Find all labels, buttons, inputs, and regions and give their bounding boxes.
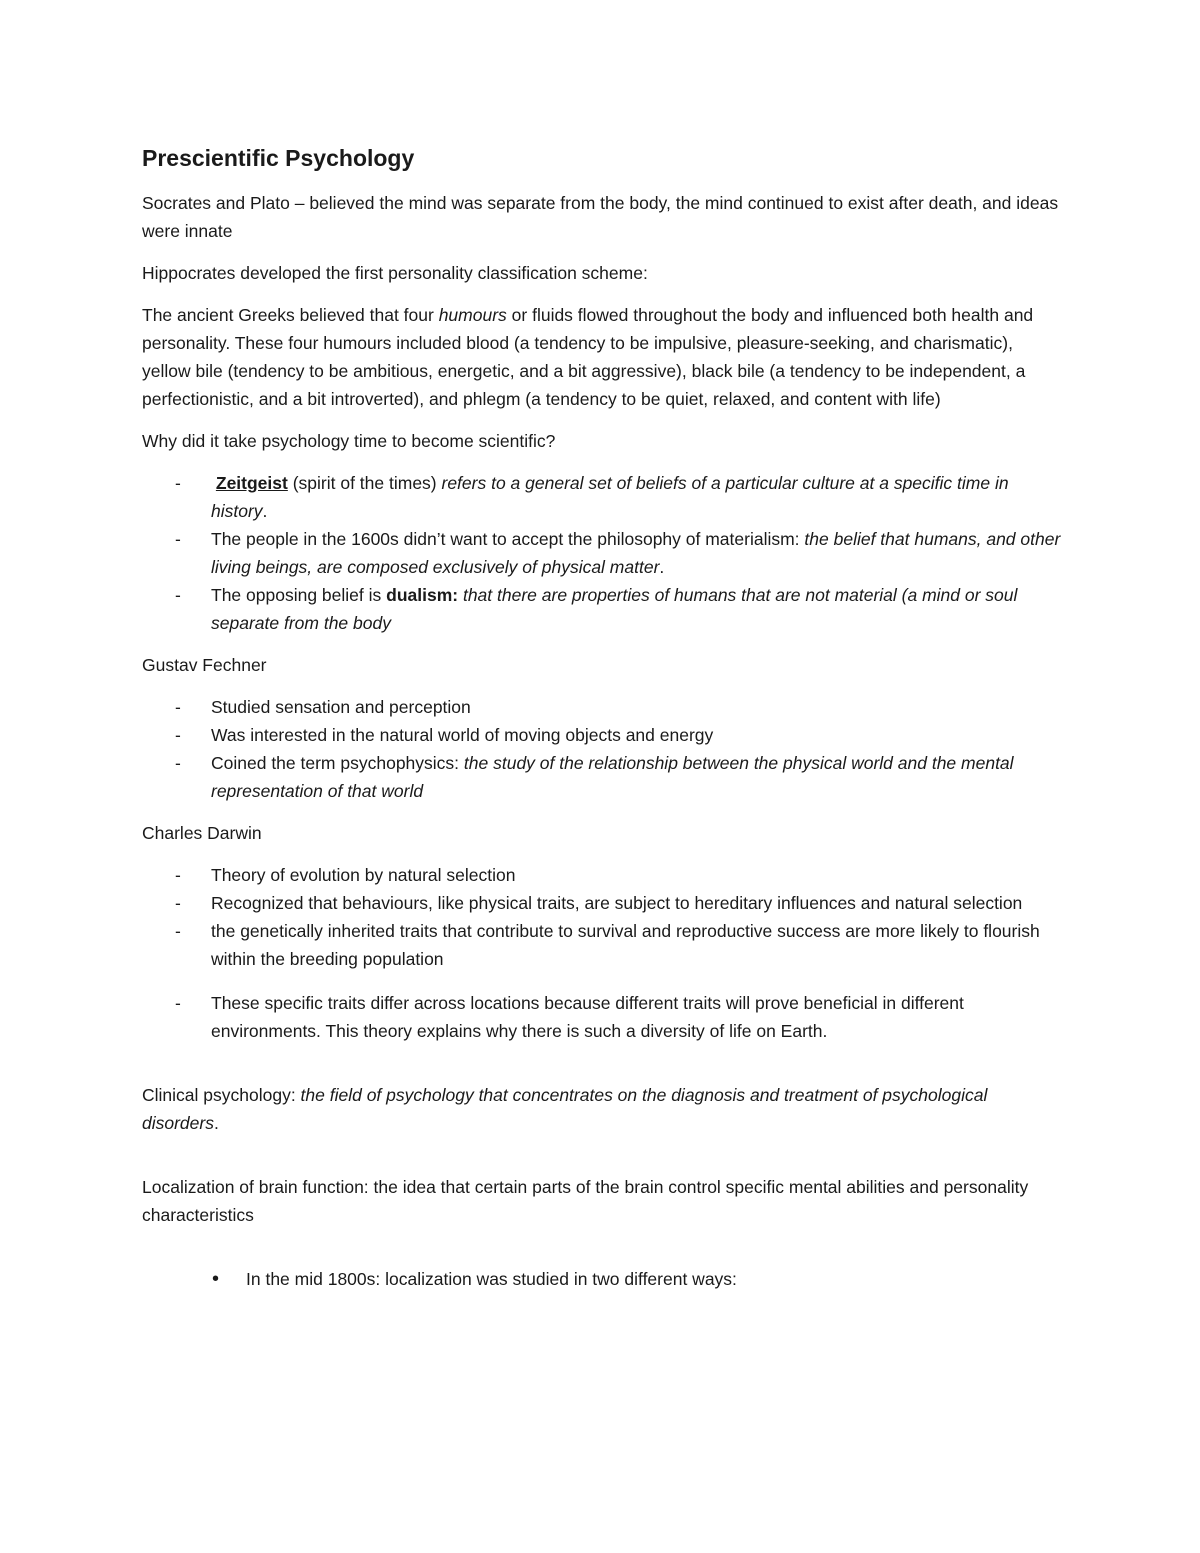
materialism-end: .	[659, 557, 665, 577]
psychophysics-plain: Coined the term psychophysics:	[211, 753, 464, 773]
fechner-list	[142, 693, 1062, 805]
humours-text-start: The ancient Greeks believed that four	[142, 305, 439, 325]
humours-term: humours	[438, 305, 507, 325]
zeitgeist-plain: (spirit of the times)	[287, 473, 442, 493]
localization-paragraph: Localization of brain function: the idea that certain parts of the brain control specific mental abilities and personality characteristics	[142, 1177, 1029, 1225]
why-question: Why did it take psychology time to become scientific?	[142, 431, 556, 451]
list-item: - Theory of evolution by natural selection	[142, 861, 1062, 889]
clinical-end: .	[213, 1113, 219, 1133]
humours-text-end: or fluids flowed throughout the body and influenced both health and personality. These four humours included blood (a tendency to be impulsive, pleasure-seeking, and charismatic), yellow bile (tendency to be ambitious, energetic, and a bit aggressive), black bile (a tendency to be independent, a perfectionistic, and a bit introverted), and phlegm (a tendency to be quiet, relaxed, and content with life)	[142, 305, 1034, 409]
list-item-materialism	[142, 525, 1062, 581]
psychophysics-definition: the study of the relationship between the physical world and the mental representation of that world	[211, 753, 1014, 801]
document-body	[142, 141, 1062, 1293]
dualism-term: dualism:	[386, 585, 459, 605]
materialism-plain: The people in the 1600s didn’t want to accept the philosophy of materialism:	[211, 529, 805, 549]
list-item-dualism	[142, 581, 1062, 637]
socrates-paragraph: Socrates and Plato – believed the mind was separate from the body, the mind continued to exist after death, and ideas were innate	[142, 193, 1059, 241]
list-item-zeitgeist	[142, 469, 1062, 525]
list-item: - Was interested in the natural world of moving objects and energy	[142, 721, 1062, 749]
materialism-definition: the belief that humans, and other living beings, are composed exclusively of physical matter	[211, 529, 1061, 577]
darwin-heading: Charles Darwin	[142, 823, 262, 843]
clinical-definition: the field of psychology that concentrates on the diagnosis and treatment of psychological disorders	[142, 1085, 988, 1133]
list-item: - the genetically inherited traits that contribute to survival and reproductive success are more likely to flourish within the breeding population	[142, 917, 1062, 973]
humours-paragraph	[142, 301, 1062, 413]
clinical-plain: Clinical psychology:	[142, 1085, 301, 1105]
list-item-psychophysics	[142, 749, 1062, 805]
dualism-plain: The opposing belief is	[211, 585, 387, 605]
why-list	[142, 469, 1062, 637]
darwin-list	[142, 861, 1062, 1045]
list-item: • In the mid 1800s: localization was studied in two different ways:	[142, 1265, 1062, 1293]
page-title: Prescientific Psychology	[142, 145, 415, 171]
bullet-list	[142, 1265, 1062, 1293]
zeitgeist-definition: refers to a general set of beliefs of a particular culture at a specific time in history	[211, 473, 1009, 521]
list-item: - Recognized that behaviours, like physical traits, are subject to hereditary influences and natural selection	[142, 889, 1062, 917]
zeitgeist-end: .	[262, 501, 268, 521]
dualism-definition: that there are properties of humans that are not material (a mind or soul separate from the body	[211, 585, 1018, 633]
list-item: - Studied sensation and perception	[142, 693, 1062, 721]
zeitgeist-term: Zeitgeist	[215, 473, 288, 493]
hippocrates-paragraph: Hippocrates developed the first personality classification scheme:	[142, 263, 648, 283]
fechner-heading: Gustav Fechner	[142, 655, 267, 675]
clinical-paragraph	[142, 1081, 1062, 1137]
list-item: - These specific traits differ across locations because different traits will prove beneficial in different environments. This theory explains why there is such a diversity of life on Earth.	[142, 989, 1062, 1045]
